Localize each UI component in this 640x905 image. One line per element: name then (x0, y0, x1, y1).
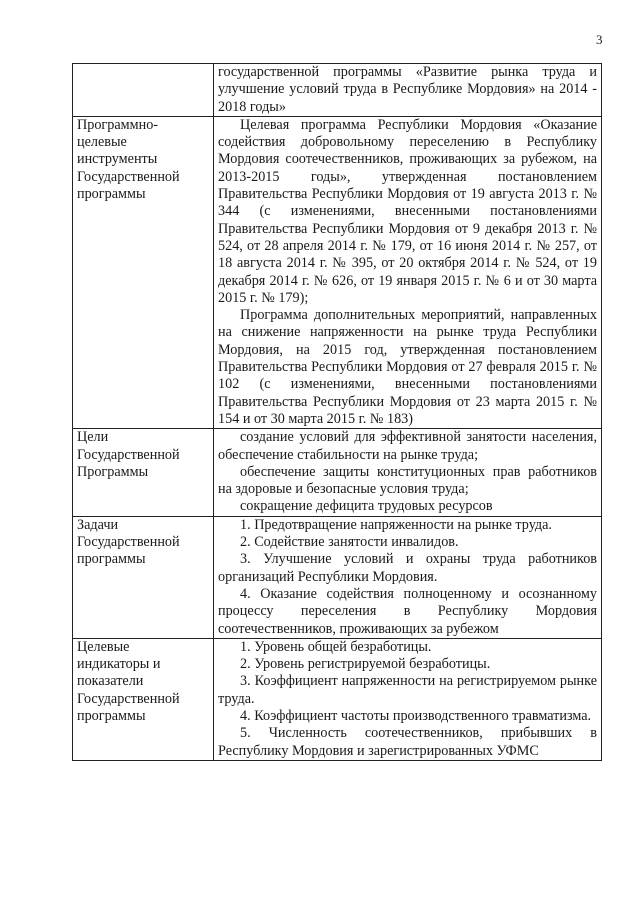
row-label-line: целевые (77, 134, 127, 151)
row-label-cell (73, 429, 214, 516)
row-label-line: Задачи (77, 516, 119, 533)
row-label-line: Целевые (77, 638, 130, 655)
paragraph: 3. Улучшение условий и охраны труда работников организаций Республики Мордовия. (218, 551, 597, 585)
paragraph: 5. Численность соотечественников, прибывших в Республику Мордовия и зарегистрированных УФМС (218, 725, 597, 759)
row-label-line: Программно- (77, 116, 159, 133)
program-passport-table (72, 63, 602, 761)
row-label-line: Цели (77, 429, 109, 446)
row-content-cell (214, 516, 602, 638)
row-label-line: индикаторы и (77, 656, 161, 673)
row-content-cell (214, 429, 602, 516)
row-label-cell (73, 638, 214, 760)
row-label-line: Государственной (77, 534, 180, 551)
table-row-goals (73, 429, 602, 516)
paragraph: 4. Оказание содействия полноценному и осознанному процессу переселения в Республику Мордовия соотечественников, проживающих за рубежом (218, 585, 597, 637)
row-label-line: показатели (77, 673, 144, 690)
page-number: 3 (596, 32, 603, 47)
paragraph: сокращение дефицита трудовых ресурсов (240, 498, 493, 515)
row-label-line: инструменты (77, 151, 158, 168)
row-label-cell (73, 516, 214, 638)
row-label-line: программы (77, 707, 146, 724)
row-label-cell (73, 64, 214, 117)
paragraph: создание условий для эффективной занятости населения, обеспечение стабильности на рынке труда; (218, 429, 597, 463)
paragraph: 1. Уровень общей безработицы. (240, 638, 432, 655)
row-label-line: программы (77, 551, 146, 568)
paragraph: 4. Коэффициент частоты производственного травматизма. (240, 707, 592, 724)
row-label-line: программы (77, 186, 146, 203)
row-content-cell (214, 638, 602, 760)
paragraph: обеспечение защиты конституционных прав работников на здоровые и безопасные условия труда; (218, 463, 597, 498)
paragraph: Программа дополнительных мероприятий, направленных на снижение напряженности на рынке труда Республики Мордовия, на 2015 год, утвержденная постановлением Правительства Республики Мордовия от 27 февраля 2015 г. № 102 (с изменениями, внесенными постановлениями Правительства Республики Мордовия от 23 марта 2015 г. № 154 и от 30 марта 2015 г. № 183) (218, 307, 597, 427)
table-row-continuation (73, 64, 602, 117)
row-content-cell (214, 116, 602, 428)
paragraph: 2. Уровень регистрируемой безработицы. (240, 656, 491, 673)
row-content-cell (214, 64, 602, 117)
paragraph: 1. Предотвращение напряженности на рынке труда. (240, 516, 552, 533)
row-label-line: Программы (77, 463, 149, 480)
row-label-cell (73, 116, 214, 428)
paragraph: Целевая программа Республики Мордовия «Оказание содействия добровольному переселению в Республику Мордовия соотечественников, проживающих за рубежом, на 2013-2015 годы», утвержденная постановлением Правительства Республики Мордовия от 19 августа 2013 г. № 344 (с изменениями, внесенными постановлениями Правительства Республики Мордовия от 9 декабря 2013 г. № 524, от 28 апреля 2014 г. № 179, от 16 июня 2014 г. № 257, от 18 августа 2014 г. № 395, от 20 октября 2014 г. № 524, от 19 декабря 2014 г. № 626, от 19 января 2015 г. № 6 и от 30 марта 2015 г. № 179); (218, 116, 597, 306)
paragraph: государственной программы «Развитие рынка труда и улучшение условий труда в Республике Мордовия» на 2014 - 2018 годы» (218, 64, 597, 115)
row-label-line: Государственной (77, 690, 180, 707)
paragraph: 2. Содействие занятости инвалидов. (240, 534, 459, 551)
row-label-line: Государственной (77, 168, 180, 185)
paragraph: 3. Коэффициент напряженности на регистрируемом рынке труда. (218, 673, 597, 707)
table-row-tasks (73, 516, 602, 638)
table-row-indicators (73, 638, 602, 760)
row-label-line: Государственной (77, 446, 180, 463)
table-row-instruments (73, 116, 602, 428)
